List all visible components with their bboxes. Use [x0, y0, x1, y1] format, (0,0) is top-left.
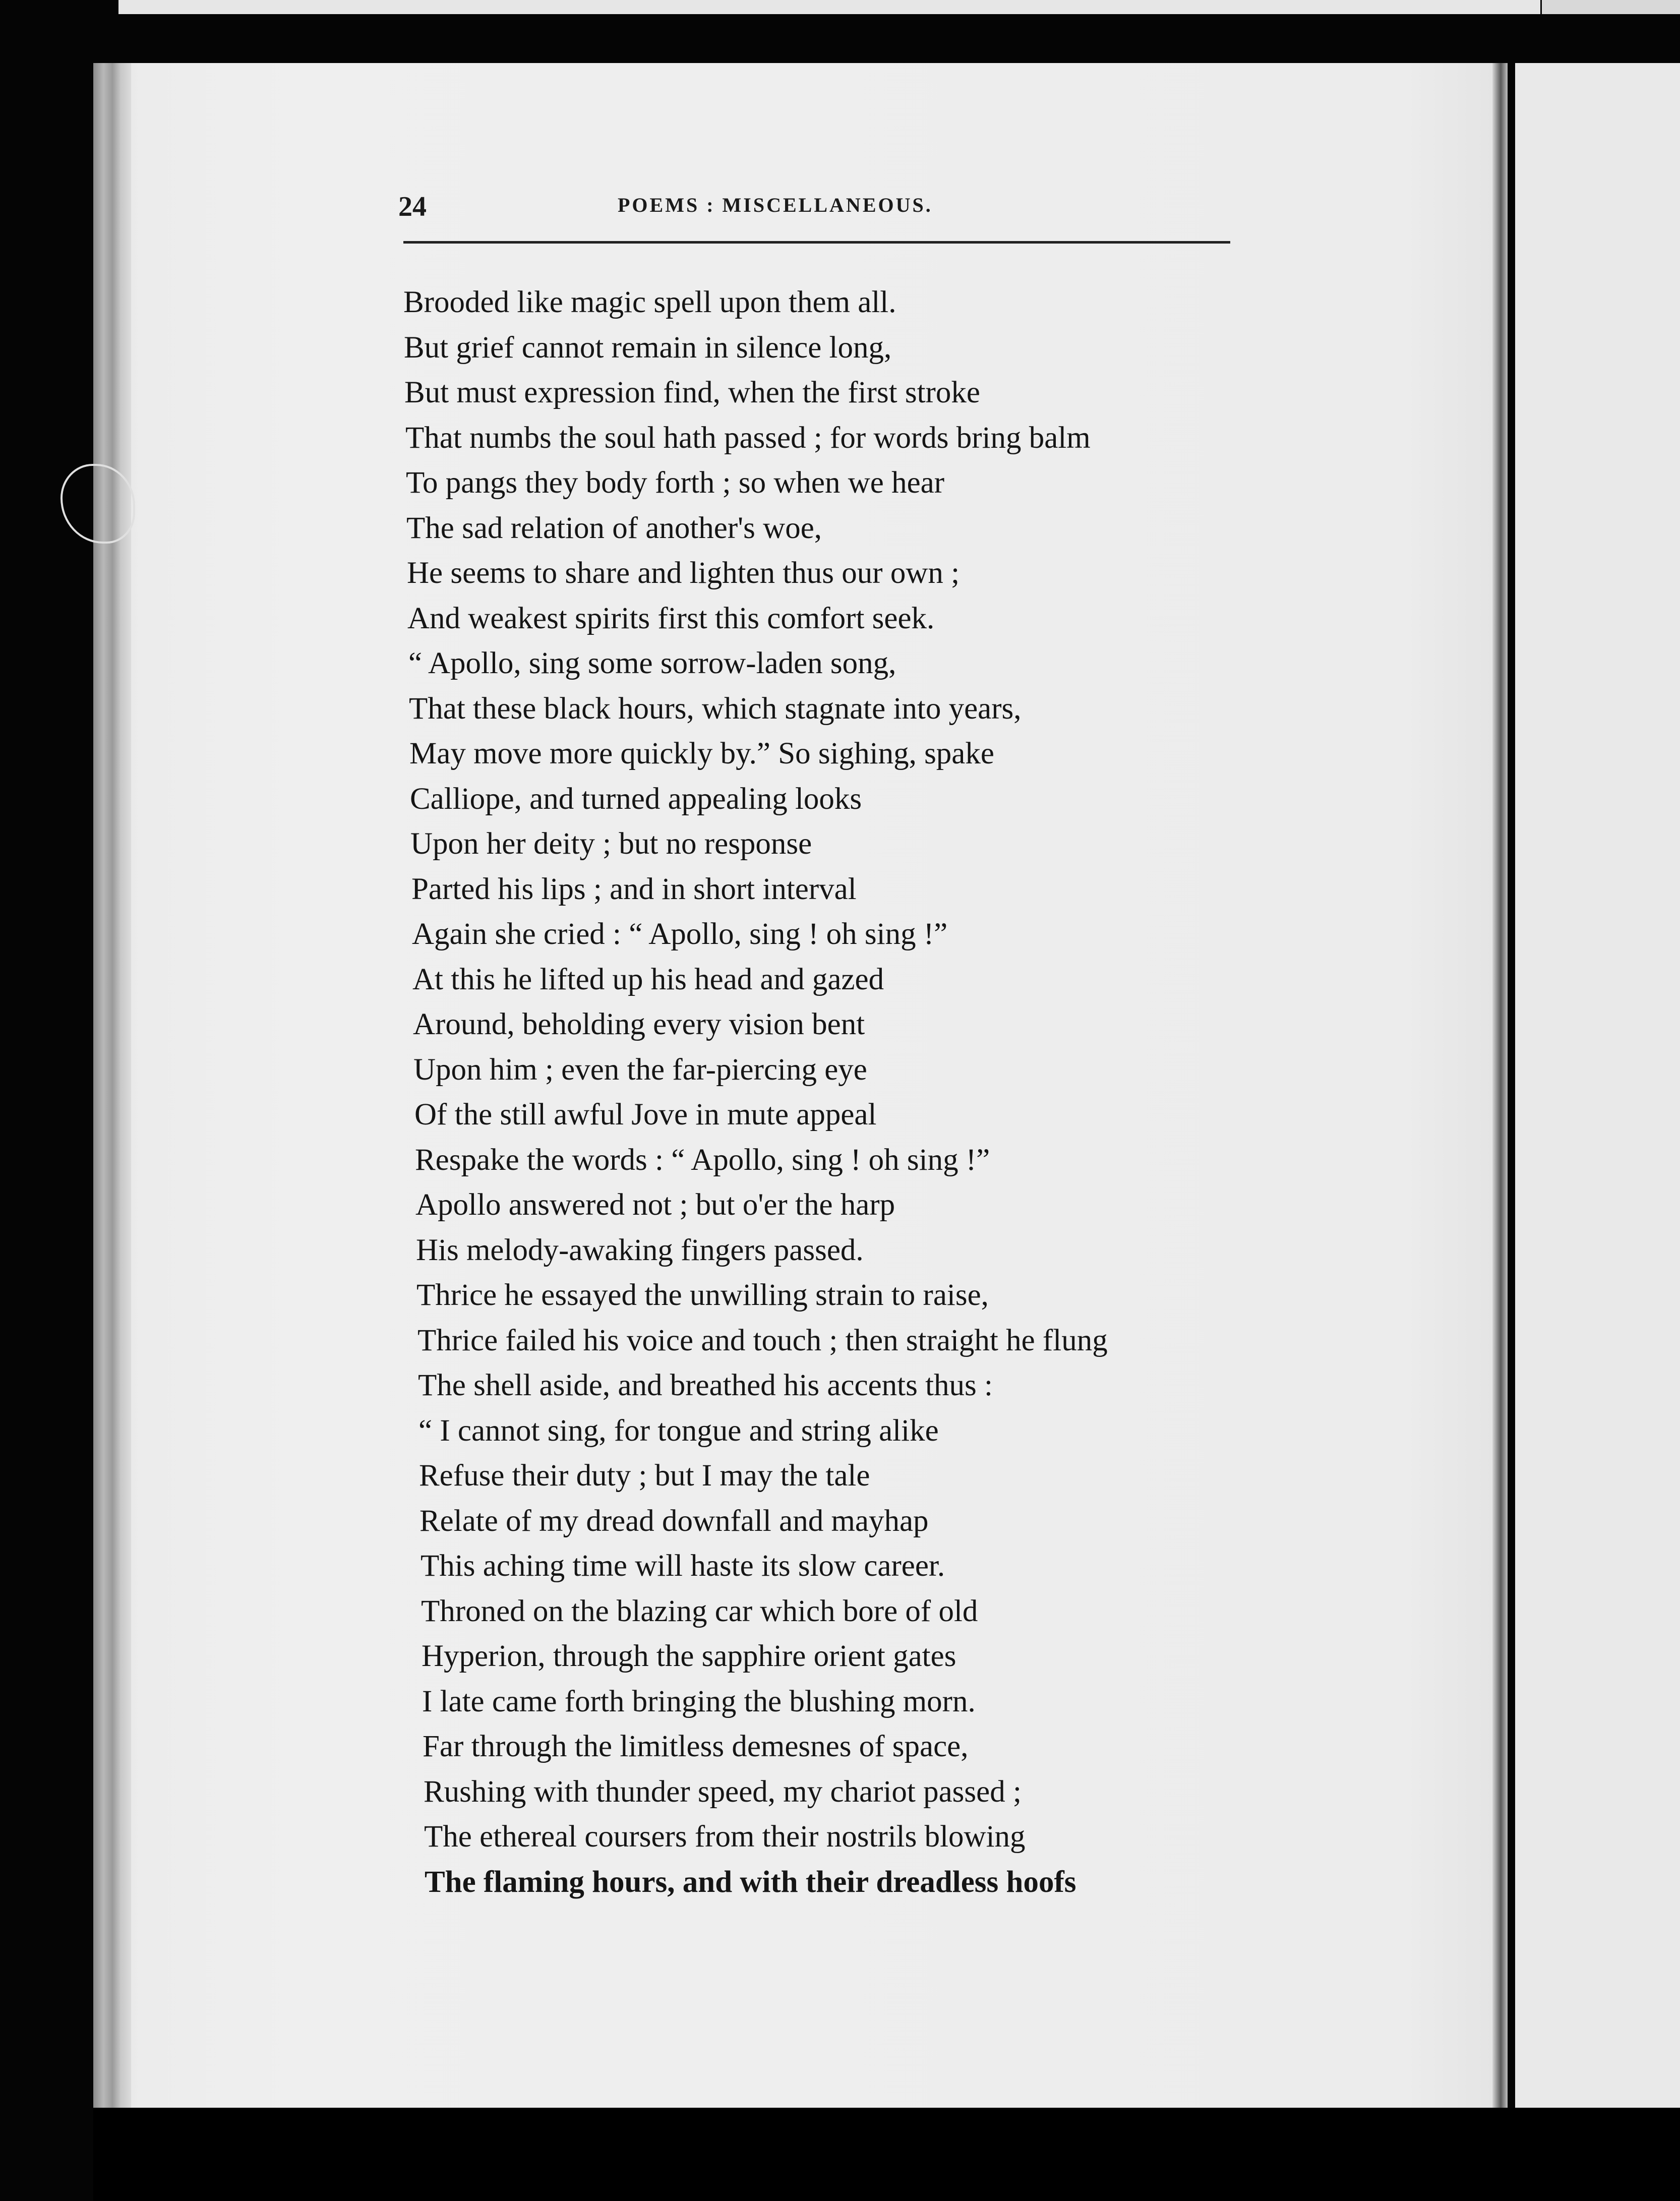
previous-page-edge — [118, 0, 1540, 14]
previous-page-edge-right — [1542, 0, 1680, 14]
poem-line: Respake the words : “ Apollo, sing ! oh sing !” — [415, 1143, 990, 1177]
poem-line: I late came forth bringing the blushing morn. — [422, 1684, 976, 1718]
page-fold — [1492, 63, 1508, 2108]
poem-line: That these black hours, which stagnate into years, — [409, 691, 1022, 726]
poem-line: “ I cannot sing, for tongue and string alike — [418, 1413, 939, 1448]
poem-line: Hyperion, through the sapphire orient gates — [422, 1639, 956, 1673]
poem-line: Apollo answered not ; but o'er the harp — [415, 1188, 895, 1222]
film-bottom-border — [93, 2108, 1680, 2201]
poem-line: That numbs the soul hath passed ; for words bring balm — [405, 421, 1091, 455]
running-head: POEMS : MISCELLANEOUS. — [618, 194, 933, 216]
poem-line: Refuse their duty ; but I may the tale — [419, 1459, 870, 1493]
poem-line: The sad relation of another's woe, — [406, 511, 822, 545]
poem-line: Upon him ; even the far-piercing eye — [413, 1052, 867, 1087]
poem-line: Thrice he essayed the unwilling strain to raise, — [416, 1278, 989, 1312]
poem-line: Brooded like magic spell upon them all. — [403, 285, 896, 319]
poem-line: Upon her deity ; but no response — [410, 827, 812, 861]
poem-line: His melody-awaking fingers passed. — [416, 1233, 864, 1267]
poem-line: Of the still awful Jove in mute appeal — [414, 1098, 877, 1132]
poem-line: “ Apollo, sing some sorrow-laden song, — [408, 646, 896, 680]
poem-text — [403, 280, 1261, 1905]
poem-line: The shell aside, and breathed his accents thus : — [418, 1369, 993, 1402]
poem-line: And weakest spirits first this comfort seek. — [407, 601, 935, 635]
adjacent-page — [1515, 63, 1680, 2108]
poem-line: This aching time will haste its slow career. — [421, 1549, 945, 1583]
poem-line: He seems to share and lighten thus our own ; — [407, 556, 960, 590]
header-rule — [403, 241, 1230, 244]
poem-line: Again she cried : “ Apollo, sing ! oh sing !” — [412, 917, 948, 951]
poem-line: Thrice failed his voice and touch ; then straight he flung — [417, 1323, 1108, 1357]
poem-line: Rushing with thunder speed, my chariot passed ; — [424, 1774, 1022, 1809]
page-number: 24 — [398, 191, 427, 222]
poem-line: But must expression find, when the first stroke — [404, 376, 980, 409]
poem-line: Parted his lips ; and in short interval — [411, 872, 857, 906]
poem-line: To pangs they body forth ; so when we hear — [406, 466, 945, 500]
poem-line: Relate of my dread downfall and mayhap — [419, 1504, 929, 1538]
poem-line: But grief cannot remain in silence long, — [404, 330, 892, 365]
poem-line: Throned on the blazing car which bore of old — [421, 1594, 978, 1628]
poem-line: At this he lifted up his head and gazed — [412, 962, 884, 996]
poem-line: The flaming hours, and with their dreadless hoofs — [425, 1865, 1076, 1899]
poem-line: May move more quickly by.” So sighing, spake — [409, 737, 994, 770]
poem-line: Far through the limitless demesnes of space, — [423, 1730, 969, 1763]
poem-line: The ethereal coursers from their nostrils blowing — [424, 1820, 1026, 1854]
poem-line: Calliope, and turned appealing looks — [410, 782, 862, 816]
page-gutter — [93, 63, 131, 2108]
poem-line: Around, beholding every vision bent — [413, 1007, 865, 1041]
